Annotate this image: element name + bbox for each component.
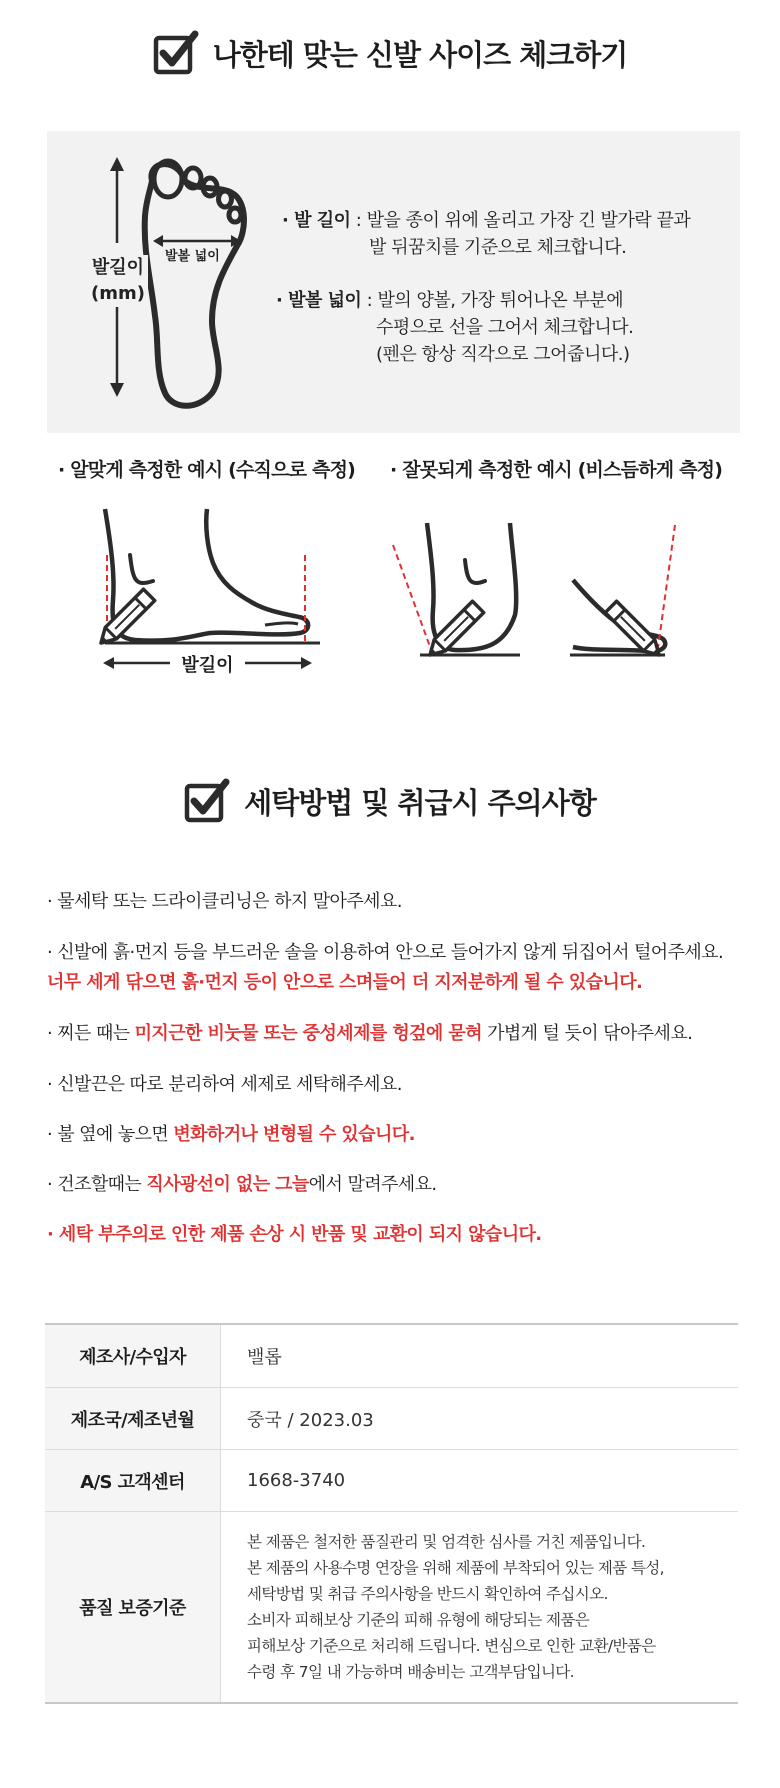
- wash-item-3: · 찌든 때는 미지근한 비눗물 또는 중성세제를 헝겊에 묻혀 가볍게 털 듯이 닦아주세요.: [47, 1023, 693, 1044]
- correct-example-label: · 알맞게 측정한 예시 (수직으로 측정): [58, 459, 356, 481]
- wash-item-2: · 신발에 흙·먼지 등을 부드러운 솔을 이용하여 안으로 들어가지 않게 뒤집어서 털어주세요.: [47, 942, 724, 963]
- origin-date-value: 중국 / 2023.03: [221, 1388, 739, 1450]
- length-measure-label: 발길이: [181, 655, 234, 676]
- wash-item-1: · 물세탁 또는 드라이클리닝은 하지 말아주세요.: [47, 891, 402, 912]
- foot-width-description: · 발볼 넓이 : 발의 양볼, 가장 튀어나온 부분에: [276, 290, 624, 311]
- foot-length-term: · 발 길이: [282, 210, 351, 231]
- checkbox-check-icon: [153, 30, 199, 76]
- table-row: [45, 1450, 738, 1512]
- foot-length-description: · 발 길이 : 발을 종이 위에 올리고 가장 긴 발가락 끝과: [282, 210, 691, 231]
- table-row: [45, 1388, 738, 1450]
- wash-item-2-warning: 너무 세게 닦으면 흙·먼지 등이 안으로 스며들어 더 지저분하게 될 수 있습니다.: [47, 972, 643, 993]
- table-row: [45, 1324, 738, 1388]
- quality-standard-value: 본 제품은 철저한 품질관리 및 엄격한 심사를 거친 제품입니다. 본 제품의 사용수명 연장을 위해 제품에 부착되어 있는 제품 특성, 세탁방법 및 취급 주의사항을 반드시 확인하여 주십시오. 소비자 피해보상 기준의 피해 유형에 해당되는 제품은 피해보상 기준으로 처리해 드립니다. 변심으로 인한 교환/반품은 수령 후 7일 내 가능하며 배송비는 고객부담입니다.: [221, 1512, 739, 1704]
- quality-standard-label: 품질 보증기준: [45, 1512, 221, 1704]
- wrong-measure-illustration: [375, 515, 745, 665]
- wash-item-4: · 신발끈은 따로 분리하여 세제로 세탁해주세요.: [47, 1074, 402, 1095]
- foot-width-description-line2: 수평으로 선을 그어서 체크합니다.: [376, 317, 634, 338]
- wash-item-7-warning: · 세탁 부주의로 인한 제품 손상 시 반품 및 교환이 되지 않습니다.: [47, 1224, 542, 1245]
- foot-outline-diagram: [47, 131, 740, 433]
- as-center-label: A/S 고객센터: [45, 1450, 221, 1512]
- manufacturer-value: 밸롭: [221, 1324, 739, 1388]
- product-info-table: [45, 1323, 738, 1704]
- checkbox-check-icon: [184, 778, 230, 824]
- table-row: [45, 1512, 738, 1704]
- wash-section-header: [0, 778, 780, 824]
- foot-width-description-line3: (펜은 항상 직각으로 그어줍니다.): [376, 344, 630, 365]
- foot-length-label: 발길이 (mm): [88, 255, 148, 307]
- foot-width-term: · 발볼 넓이: [276, 290, 362, 311]
- wash-item-6: · 건조할때는 직사광선이 없는 그늘에서 말려주세요.: [47, 1174, 437, 1195]
- correct-measure-illustration: [35, 505, 330, 675]
- foot-length-description-line2: 발 뒤꿈치를 기준으로 체크합니다.: [369, 237, 627, 258]
- manufacturer-label: 제조사/수입자: [45, 1324, 221, 1388]
- foot-width-label: 발볼 넓이: [165, 245, 220, 264]
- as-center-value: 1668-3740: [221, 1450, 739, 1512]
- size-section-header: [0, 30, 780, 76]
- wash-item-5: · 불 옆에 놓으면 변화하거나 변형될 수 있습니다.: [47, 1124, 415, 1145]
- wrong-example-label: · 잘못되게 측정한 예시 (비스듬하게 측정): [390, 459, 723, 481]
- wash-section-title: 세탁방법 및 취급시 주의사항: [244, 785, 596, 820]
- origin-date-label: 제조국/제조년월: [45, 1388, 221, 1450]
- size-section-title: 나한테 맞는 신발 사이즈 체크하기: [212, 37, 628, 72]
